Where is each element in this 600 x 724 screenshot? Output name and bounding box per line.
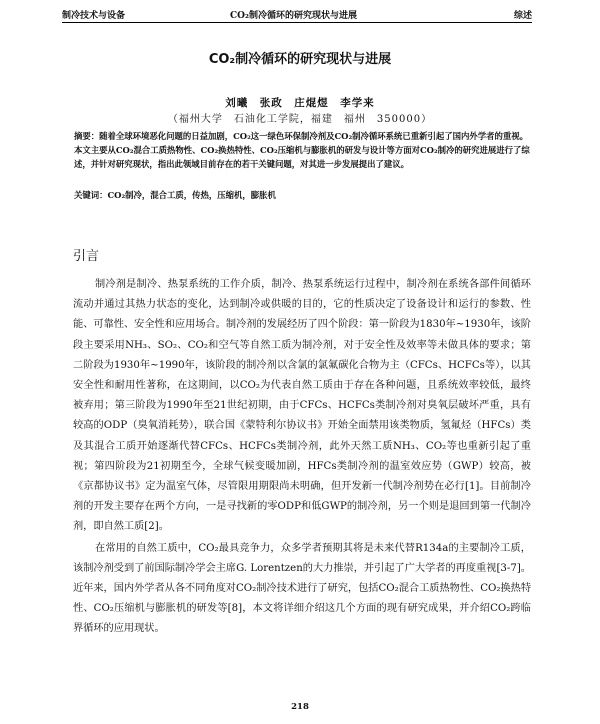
paper-title: CO₂制冷循环的研究现状与进展 (208, 52, 392, 67)
header-journal: 制冷技术与设备 (62, 11, 126, 21)
abstract: 摘要：随着全球环境恶化问题的日益加剧，CO₂这一绿色环保制冷剂及CO₂制冷循环系统已重新引起了国内外学者的重视。本文主要从CO₂混合工质热物性、CO₂换热特性、CO₂压缩机与膨胀机的研发与设计等方面对CO₂制冷的研究进展进行了综述，并针对研究现状，指出此领域目前存在的若干关键问题，对其进一步发展提出了建议。 (74, 131, 530, 169)
body-text (73, 275, 531, 640)
page-number: 218 (291, 702, 309, 712)
section-heading: 引言 (73, 249, 100, 264)
header-rule (62, 22, 532, 23)
paragraph: 在常用的自然工质中，CO₂最具竞争力，众多学者预期其将是未来代替R134a的主要制冷工质，该制冷剂受到了前国际制冷学会主席G. Lorentzen的大力推崇，并引起了广大学者的再度重视[3-7]。近年来，国内外学者从各不同角度对CO₂制冷技术进行了研究，包括CO₂混合工质热物性、CO₂换热特性、CO₂压缩机与膨胀机的研发等[8]，本文将详细介绍这几个方面的现有研究成果，并介绍CO₂跨临界循环的应用现状。 (73, 542, 532, 635)
paragraph: 制冷剂是制冷、热泵系统的工作介质，制冷、热泵系统运行过程中，制冷剂在系统各部件间循环流动并通过其热力状态的变化，达到制冷或供暖的目的，它的性质决定了设备设计和运行的参数、性能、可靠性、安全性和应用场合。制冷剂的发展经历了四个阶段：第一阶段为1830年~1930年，该阶段主要采用NH₃、SO₂、CO₂和空气等自然工质为制冷剂，对于安全性及效率等未做具体的要求；第二阶段为1930年~1990年，该阶段的制冷剂以含氯的氯氟碳化合物为主（CFCs、HCFCs等），以其安全性和耐用性著称，在这期间，以CO₂为代表自然工质由于存在各种问题，且系统效率较低，最终被弃用；第三阶段为1990年至21世纪初期，由于CFCs、HCFCs类制冷剂对臭氧层破坏严重，具有较高的ODP（臭氧消耗势），联合国《蒙特利尔协议书》开始全面禁用该类物质，氢氟烃（HFCs）类及其混合工质开始逐渐代替CFCs、HCFCs类制冷剂，此外天然工质NH₃、CO₂等也重新引起了重视；第四阶段为21初期至今，全球气候变暖加剧，HFCs类制冷剂的温室效应势（GWP）较高，被《京都协议书》定为温室气体，尽管限用期限尚未明确，但开发新一代制冷剂势在必行[1]。目前制冷剂的开发主要存在两个方向，一是寻找新的零ODP和低GWP的制冷剂，另一个则是退回到第一代制冷剂，即自然工质[2]。 (73, 279, 531, 533)
header-category: 综述 (513, 11, 532, 21)
keywords: 关键词：CO₂制冷，混合工质，传热，压缩机，膨胀机 (74, 190, 276, 200)
authors: 刘曦 张政 庄焜煜 李学来 (225, 97, 375, 109)
header-title: CO₂制冷循环的研究现状与进展 (230, 11, 357, 21)
running-header (62, 8, 532, 28)
affiliation: （福州大学 石油化工学院，福建 福州 350000） (167, 114, 433, 125)
